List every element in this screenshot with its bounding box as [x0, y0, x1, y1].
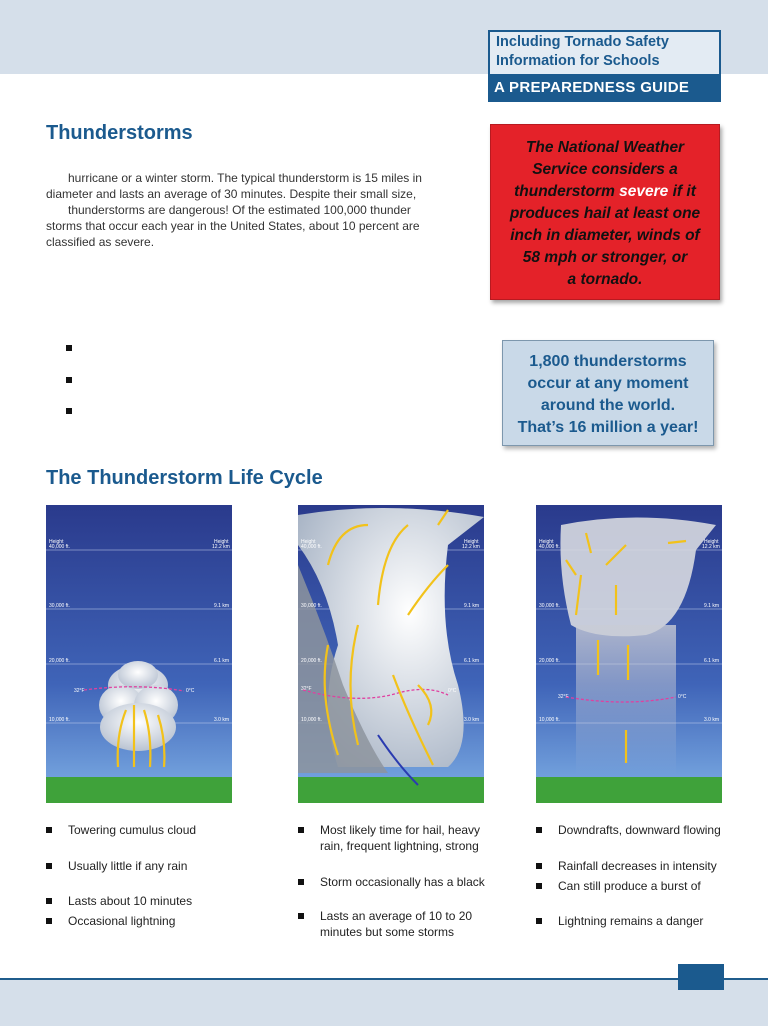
svg-text:12.2 km: 12.2 km: [702, 544, 720, 550]
svg-text:12.2 km: 12.2 km: [462, 544, 480, 550]
list-item: Most likely time for hail, heavy rain, frequent lightning, strong: [298, 822, 498, 854]
callout-line: inch in diameter, winds of: [510, 227, 700, 244]
svg-text:Height: Height: [464, 539, 479, 545]
intro-line: classified as severe.: [46, 235, 155, 249]
list-item: Downdrafts, downward flowing: [536, 822, 746, 838]
svg-text:20,000 ft.: 20,000 ft.: [539, 658, 560, 664]
severe-highlight: severe: [619, 183, 669, 200]
callout-line: The National Weather: [525, 139, 685, 156]
callout-line: 58 mph or stronger, or: [522, 249, 688, 266]
list-item: Lightning remains a danger: [536, 913, 746, 929]
svg-text:6.1 km: 6.1 km: [464, 658, 480, 664]
svg-text:6.1 km: 6.1 km: [214, 658, 230, 664]
bullet-marker: [66, 408, 72, 414]
svg-text:9.1 km: 9.1 km: [704, 603, 720, 609]
list-item: Storm occasionally has a black: [298, 874, 508, 890]
list-item: Can still produce a burst of: [536, 878, 746, 894]
list-item: Rainfall decreases in intensity: [536, 858, 746, 874]
svg-text:40,000 ft.: 40,000 ft.: [301, 544, 322, 550]
svg-text:40,000 ft.: 40,000 ft.: [49, 544, 70, 550]
callout-line: produces hail at least one: [509, 205, 701, 222]
callout-line: occur at any moment: [527, 375, 689, 392]
svg-text:3.0 km: 3.0 km: [464, 717, 480, 723]
dissipating-stage-diagram: [536, 505, 722, 803]
intro-line: diameter and lasts an average of 30 minutes. Despite their small size,: [46, 187, 417, 201]
svg-text:30,000 ft.: 30,000 ft.: [539, 603, 560, 609]
mature-stage-diagram: [298, 505, 484, 803]
callout-line: 1,800 thunderstorms: [529, 353, 687, 370]
svg-text:0°C: 0°C: [448, 688, 457, 694]
page-number-tab: [678, 964, 724, 990]
bottom-band: [0, 978, 768, 1026]
svg-text:12.2 km: 12.2 km: [212, 544, 230, 550]
svg-text:6.1 km: 6.1 km: [704, 658, 720, 664]
section-title-thunderstorms: Thunderstorms: [46, 122, 193, 144]
svg-text:3.0 km: 3.0 km: [704, 717, 720, 723]
svg-text:30,000 ft.: 30,000 ft.: [49, 603, 70, 609]
statistics-callout: [502, 340, 714, 446]
cumulus-stage-diagram: [46, 505, 232, 803]
intro-line: hurricane or a winter storm. The typical thunderstorm is 15 miles in: [68, 171, 422, 185]
svg-text:Height: Height: [704, 539, 719, 545]
list-item: Occasional lightning: [46, 913, 246, 929]
severe-definition-callout: [490, 124, 720, 300]
guide-label: A PREPAREDNESS GUIDE: [488, 74, 721, 102]
svg-text:20,000 ft.: 20,000 ft.: [301, 658, 322, 664]
section-title-life-cycle: The Thunderstorm Life Cycle: [46, 467, 323, 489]
guide-header-box: [488, 30, 721, 102]
svg-text:9.1 km: 9.1 km: [464, 603, 480, 609]
svg-text:10,000 ft.: 10,000 ft.: [301, 717, 322, 723]
svg-text:10,000 ft.: 10,000 ft.: [49, 717, 70, 723]
svg-text:10,000 ft.: 10,000 ft.: [539, 717, 560, 723]
callout-line: a tornado.: [567, 271, 643, 288]
svg-text:32°F: 32°F: [301, 686, 312, 692]
intro-paragraph: [46, 170, 466, 250]
svg-text:Height: Height: [539, 539, 554, 545]
list-item: Lasts about 10 minutes: [46, 893, 246, 909]
callout-line: That’s 16 million a year!: [517, 419, 699, 436]
svg-text:3.0 km: 3.0 km: [214, 717, 230, 723]
callout-line: Service considers a: [532, 161, 678, 178]
callout-line: thunderstorm severe if it: [514, 183, 696, 200]
svg-text:9.1 km: 9.1 km: [214, 603, 230, 609]
list-item: Usually little if any rain: [46, 858, 246, 874]
svg-text:Height: Height: [49, 539, 64, 545]
svg-text:0°C: 0°C: [678, 694, 687, 700]
bullet-marker: [66, 345, 72, 351]
list-item: Lasts an average of 10 to 20 minutes but some storms: [298, 908, 488, 940]
svg-text:32°F: 32°F: [74, 688, 85, 694]
svg-text:20,000 ft.: 20,000 ft.: [49, 658, 70, 664]
svg-text:0°C: 0°C: [186, 688, 195, 694]
callout-line: around the world.: [540, 397, 676, 414]
list-item: Towering cumulus cloud: [46, 822, 246, 838]
svg-text:32°F: 32°F: [558, 694, 569, 700]
svg-text:40,000 ft.: 40,000 ft.: [539, 544, 560, 550]
svg-text:Height: Height: [301, 539, 316, 545]
intro-line: thunderstorms are dangerous! Of the estimated 100,000 thunder: [68, 203, 411, 217]
guide-subtitle: Including Tornado Safety Information for Schools: [488, 30, 721, 74]
svg-text:30,000 ft.: 30,000 ft.: [301, 603, 322, 609]
bullet-marker: [66, 377, 72, 383]
intro-line: storms that occur each year in the United States, about 10 percent are: [46, 219, 420, 233]
svg-text:Height: Height: [214, 539, 229, 545]
